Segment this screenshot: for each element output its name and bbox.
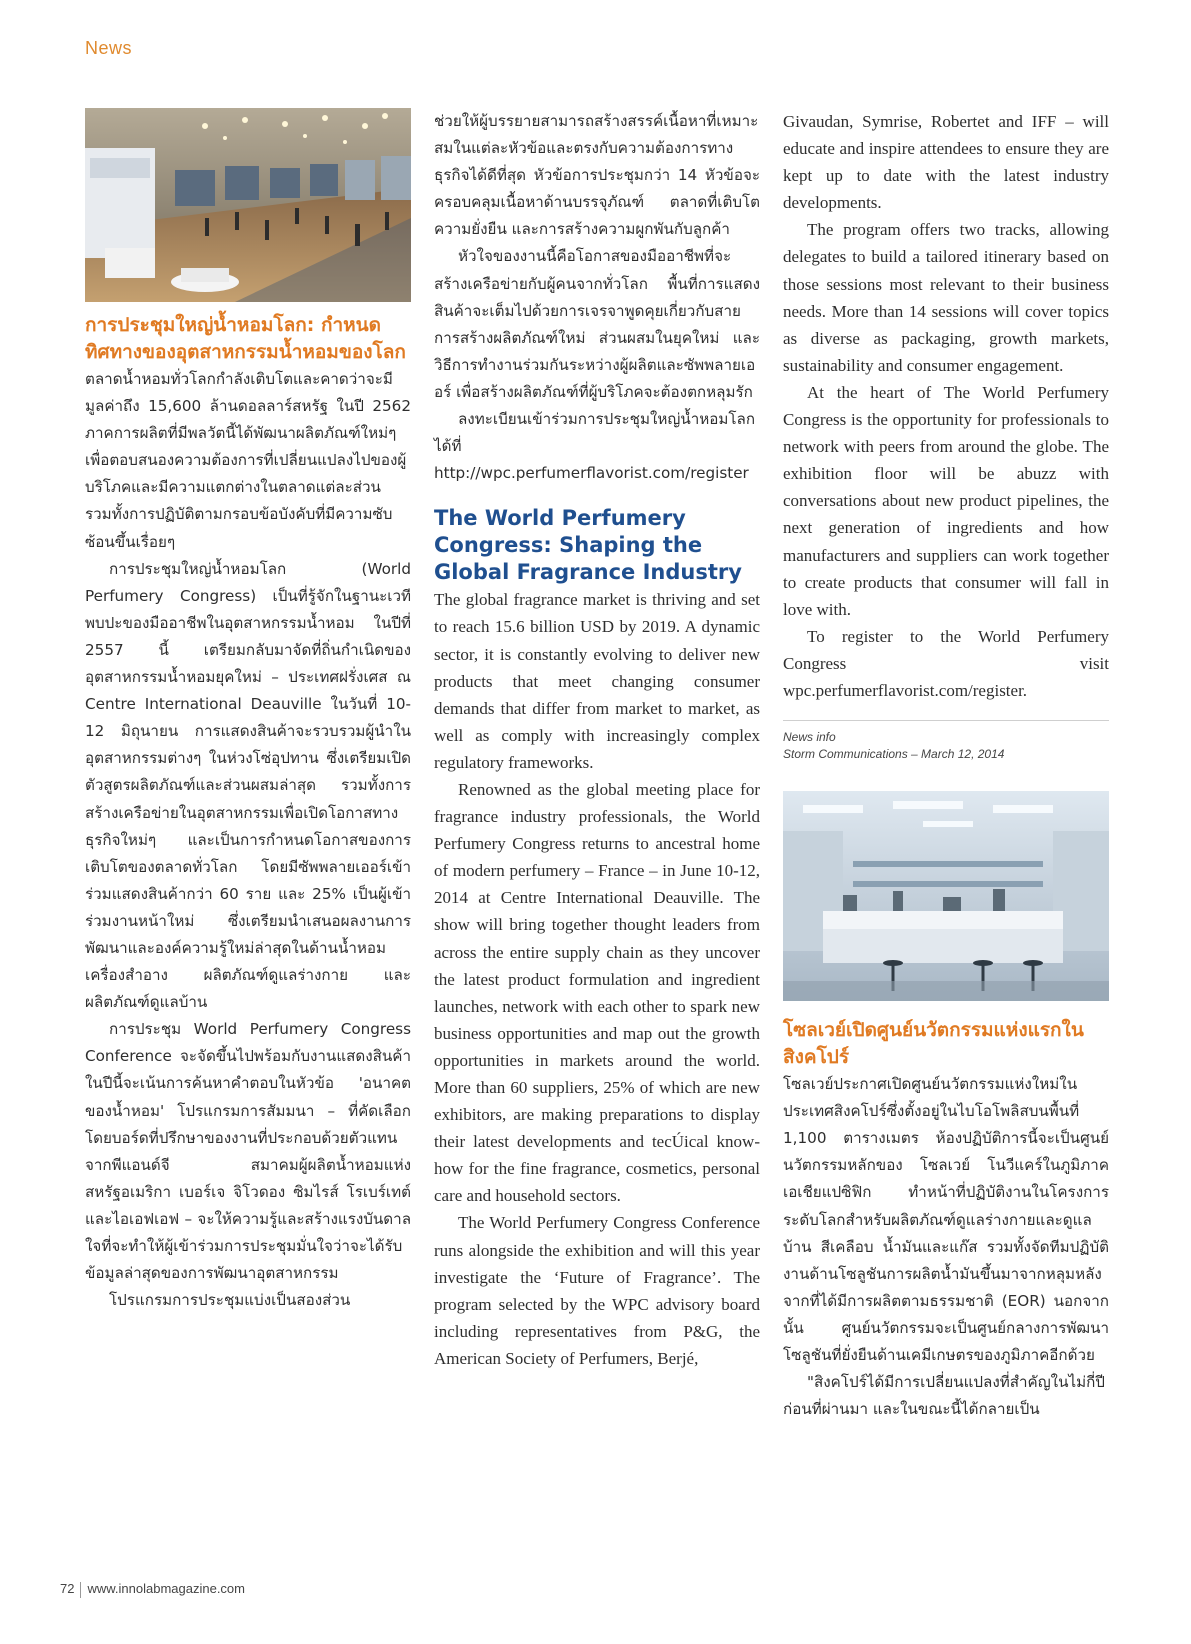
column-1 — [85, 108, 411, 1314]
news-info-label: News info — [783, 730, 836, 745]
paragraph: "สิงคโปร์ได้มีการเปลี่ยนแปลงที่สำคัญในไม่กี่ปีก่อนที่ผ่านมา และในขณะนี้ได้กลายเป็น — [783, 1373, 1105, 1419]
column-3 — [783, 108, 1109, 1423]
paragraph: Renowned as the global meeting place for fragrance industry professionals, the World Perfumery Congress returns to ancestral home of modern perfumery – France – in June 10-12, 2014 at Centre International Deauville. The show will bring together thought leaders from across the entire supply chain as they uncover the latest product formulation and ingredient launches, network with each other to spark new business opportunities and map out the growth opportunities in markets around the world. More than 60 suppliers, 25% of which are new exhibitors, are making preparations to display their latest developments and tecÚical know-how for the fine fragrance, cosmetics, personal care and household sectors. — [434, 779, 760, 1206]
column-2 — [434, 108, 760, 1372]
paragraph: At the heart of The World Perfumery Congress is the opportunity for professionals to network with peers from around the globe. The exhibition floor will be abuzz with conversations about new product pipelines, the next generation of ingredients and how manufacturers and suppliers can work together to create products that consumer will fall in love with. — [783, 382, 1109, 619]
paragraph: ตลาดน้ำหอมทั่วโลกกำลังเติบโตและคาดว่าจะมีมูลค่าถึง 15,600 ล้านดอลลาร์สหรัฐ ในปี 2562 ภาคการผลิตที่มีพลวัตนี้ได้พัฒนาผลิตภัณฑ์ใหม่ๆ เพื่อตอบสนองความต้องการที่เปลี่ยนแปลงไปของผู้บริโภคและมีความแตกต่างในตลาดแต่ละส่วน รวมทั้งการปฏิบัติตามกรอบข้อบังคับที่มีความซับซ้อนขึ้นเรื่อยๆ — [85, 370, 411, 551]
news-info-source: Storm Communications – March 12, 2014 — [783, 747, 1005, 762]
paragraph: The global fragrance market is thriving and set to reach 15.6 billion USD by 2019. A dynamic sector, it is constantly evolving to deliver new products that meet changing consumer demands that differ from market to market, as well as comply with increasingly complex regulatory frameworks. — [434, 590, 760, 772]
paragraph: ลงทะเบียนเข้าร่วมการประชุมใหญ่น้ำหอมโลกได้ที่ http://wpc.perfumerflavorist.com/register — [434, 410, 756, 483]
paragraph: Givaudan, Symrise, Robertet and IFF – will educate and inspire attendees to ensure they are kept up to date with the latest industry developments. — [783, 112, 1109, 213]
paragraph: โปรแกรมการประชุมแบ่งเป็นสองส่วน — [109, 1291, 351, 1310]
paragraph: The program offers two tracks, allowing delegates to build a tailored itinerary based on those sessions most relevant to their business needs. More than 14 sessions will cover topics as diverse as packaging, growth markets, sustainability and consumer engagement. — [783, 220, 1109, 375]
article-heading-english-perfumery: The World Perfumery Congress: Shaping the Global Fragrance Industry — [434, 506, 742, 585]
footer-divider — [80, 1582, 81, 1598]
paragraph: ช่วยให้ผู้บรรยายสามารถสร้างสรรค์เนื้อหาที่เหมาะสมในแต่ละหัวข้อและตรงกับความต้องการทางธุรกิจได้ดีที่สุด หัวข้อการประชุมกว่า 14 หัวข้อจะครอบคลุมเนื้อหาด้านบรรจุภัณฑ์ ตลาดที่เติบโต ความยั่งยืน และการสร้างความผูกพันกับลูกค้า — [434, 112, 760, 239]
section-tag: News — [85, 38, 133, 58]
article-heading-thai-perfumery: การประชุมใหญ่น้ำหอมโลก: กำหนดทิศทางของอุตสาหกรรมน้ำหอมของโลก — [85, 314, 406, 363]
exhibition-hall-photo — [85, 108, 411, 302]
paragraph: To register to the World Perfumery Congress visit wpc.perfumerflavorist.com/register. — [783, 626, 1109, 700]
paragraph: โซลเวย์ประกาศเปิดศูนย์นวัตกรรมแห่งใหม่ในประเทศสิงคโปร์ซึ่งตั้งอยู่ในไบโอโพลิสบนพื้นที่ 1,100 ตารางเมตร ห้องปฏิบัติการนี้จะเป็นศูนย์นวัตกรรมหลักของ โซลเวย์ โนวีแคร์ในภูมิภาคเอเชียแปซิฟิก ทำหน้าที่ปฏิบัติงานในโครงการระดับโลกสำหรับผลิตภัณฑ์ดูแลร่างกายและดูแลบ้าน สีเคลือบ น้ำมันและแก๊ส รวมทั้งจัดทีมปฏิบัติงานด้านโซลูชันการผลิตน้ำมันขึ้นมาจากหลุมหลังจากที่ได้มีการผลิตตามธรรมชาติ (EOR) นอกจากนั้น ศูนย์นวัตกรรมจะเป็นศูนย์กลางการพัฒนาโซลูชันที่ยั่งยืนด้านเคมีเกษตรของภูมิภาคอีกด้วย — [783, 1075, 1109, 1364]
paragraph: การประชุม World Perfumery Congress Conference จะจัดขึ้นไปพร้อมกับงานแสดงสินค้า ในปีนี้จะเน้นการค้นหาคำตอบในหัวข้อ 'อนาคตของน้ำหอม' โปรแกรมการสัมมนา – ที่คัดเลือกโดยบอร์ดที่ปรึกษาของงานที่ประกอบด้วยตัวแทนจากพีแอนด์จี สมาคมผู้ผลิตน้ำหอมแห่งสหรัฐอเมริกา เบอร์เจ จิโวดอง ซิมไรส์ โรเบร์เทต์ และไอเอฟเอฟ – จะให้ความรู้และสร้างแรงบันดาลใจที่จะทำให้ผู้เข้าร่วมการประชุมมั่นใจว่าจะได้รับข้อมูลล่าสุดของการพัฒนาอุตสาหกรรม — [85, 1020, 411, 1283]
footer-website: www.innolabmagazine.com — [87, 1581, 245, 1596]
paragraph: The World Perfumery Congress Conference runs alongside the exhibition and will this year investigate the ‘Future of Fragrance’. The program selected by the WPC advisory board including representatives from P&G, the American Society of Perfumers, Berjé, — [434, 1213, 760, 1368]
page-footer — [60, 1581, 245, 1598]
laboratory-photo — [783, 791, 1109, 1001]
paragraph: หัวใจของงานนี้คือโอกาสของมืออาชีพที่จะสร้างเครือข่ายกับผู้คนจากทั่วโลก พื้นที่การแสดงสินค้าจะเต็มไปด้วยการเจรจาพูดคุยเกี่ยวกับสายการสร้างผลิตภัณฑ์ใหม่ ส่วนผสมในยุคใหม่ และวิธีการทำงานร่วมกันระหว่างผู้ผลิตและซัพพลายเออร์ เพื่อสร้างผลิตภัณฑ์ที่ผู้บริโภคจะต้องตกหลุมรัก — [434, 247, 760, 401]
page-number: 72 — [60, 1581, 75, 1596]
article-heading-solvay: โซลเวย์เปิดศูนย์นวัตกรรมแห่งแรกในสิงคโปร์ — [783, 1019, 1084, 1069]
news-info-box — [783, 720, 1109, 763]
paragraph: การประชุมใหญ่น้ำหอมโลก (World Perfumery Congress) เป็นที่รู้จักในฐานะเวทีพบปะของมืออาชีพในอุตสาหกรรมน้ำหอม ในปีที่ 2557 นี้ เตรียมกลับมาจัดที่ถิ่นกำเนิดของอุตสาหกรรมน้ำหอมยุคใหม่ – ประเทศฝรั่งเศส ณ Centre International Deauville ในวันที่ 10-12 มิถุนายน การแสดงสินค้าจะรวบรวมผู้นำในอุตสาหกรรมต่างๆ ในห่วงโซ่อุปทาน ซึ่งเตรียมเปิดตัวสูตรผลิตภัณฑ์และส่วนผสมล่าสุด รวมทั้งการสร้างเครือข่ายในอุตสาหกรรมเพื่อเปิดโอกาสทางธุรกิจใหม่ๆ และเป็นการกำหนดโอกาสของการเติบโตของตลาดทั่วโลก โดยมีซัพพลายเออร์เข้าร่วมแสดงสินค้ากว่า 60 ราย และ 25% เป็นผู้เข้าร่วมงานหน้าใหม่ ซึ่งเตรียมนำเสนอผลงานการพัฒนาและองค์ความรู้ใหม่ล่าสุดในด้านน้ำหอม เครื่องสำอาง ผลิตภัณฑ์ดูแลร่างกาย และผลิตภัณฑ์ดูแลบ้าน — [85, 559, 411, 1012]
